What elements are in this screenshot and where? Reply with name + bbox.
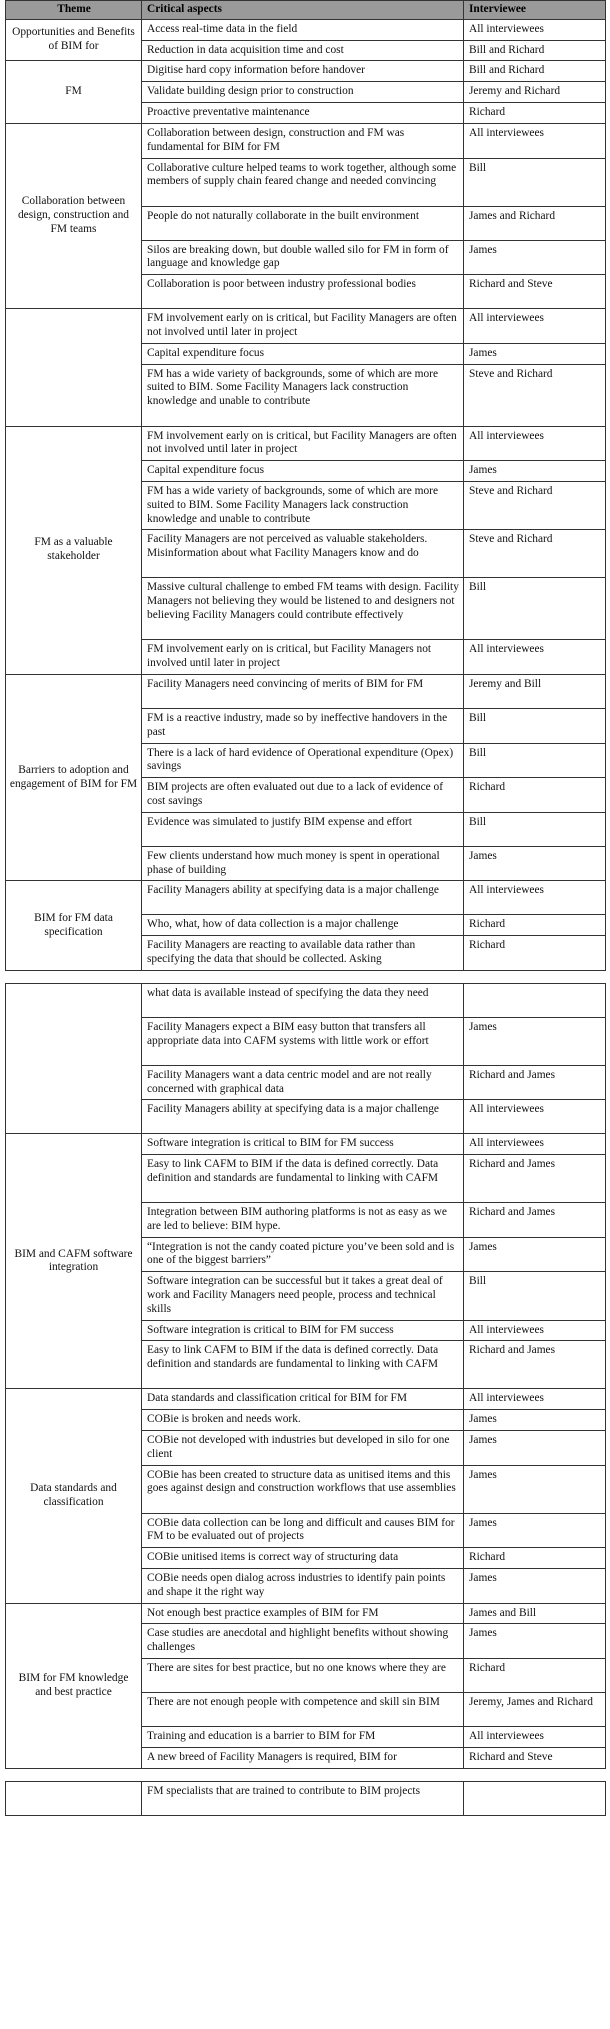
- table-row: [6, 1781, 606, 1815]
- critical-aspect-cell: what data is available instead of specifying the data they need: [142, 983, 464, 1017]
- header-interviewee: Interviewee: [464, 1, 606, 20]
- theme-cell: BIM and CAFM software integration: [6, 1134, 142, 1389]
- critical-aspect-cell: COBie unitised items is correct way of structuring data: [142, 1548, 464, 1569]
- interviewee-cell: Richard and Steve: [464, 275, 606, 309]
- critical-aspect-cell: Facility Managers need convincing of merits of BIM for FM: [142, 674, 464, 708]
- critical-aspect-cell: Facility Managers expect a BIM easy button that transfers all appropriate data into CAFM systems with little work or effort: [142, 1017, 464, 1065]
- critical-aspect-cell: Software integration can be successful but it takes a great deal of work and Facility Managers need people, process and technical skills: [142, 1272, 464, 1320]
- interviewee-cell: All interviewees: [464, 640, 606, 675]
- critical-aspect-cell: FM involvement early on is critical, but Facility Managers are often not involved until later in project: [142, 309, 464, 344]
- interviewee-cell: All interviewees: [464, 1389, 606, 1410]
- interviewee-cell: All interviewees: [464, 1100, 606, 1134]
- critical-aspect-cell: Facility Managers are not perceived as valuable stakeholders. Misinformation about what Facility Managers know and do: [142, 530, 464, 578]
- table-row: [6, 1603, 606, 1624]
- interviewee-cell: Bill: [464, 578, 606, 640]
- interviewee-cell: James: [464, 461, 606, 482]
- table-row: [6, 61, 606, 82]
- critical-aspect-cell: COBie is broken and needs work.: [142, 1410, 464, 1431]
- theme-cell: Opportunities and Benefits of BIM for: [6, 19, 142, 61]
- critical-aspect-cell: Data standards and classification critical for BIM for FM: [142, 1389, 464, 1410]
- interviewee-cell: Bill: [464, 812, 606, 846]
- theme-cell: FM: [6, 61, 142, 124]
- critical-aspect-cell: Digitise hard copy information before handover: [142, 61, 464, 82]
- interviewee-cell: All interviewees: [464, 123, 606, 158]
- interviewee-cell: Richard: [464, 1659, 606, 1693]
- critical-aspect-cell: BIM projects are often evaluated out due to a lack of evidence of cost savings: [142, 778, 464, 813]
- interviewee-cell: Bill: [464, 708, 606, 743]
- critical-aspects-table-continued-2: [5, 1781, 606, 1816]
- interviewee-cell: All interviewees: [464, 1727, 606, 1748]
- interviewee-cell: Richard and James: [464, 1155, 606, 1203]
- interviewee-cell: Bill and Richard: [464, 61, 606, 82]
- interviewee-cell: Richard: [464, 1548, 606, 1569]
- critical-aspects-table: [5, 0, 606, 971]
- interviewee-cell: James: [464, 1624, 606, 1659]
- interviewee-cell: James: [464, 1017, 606, 1065]
- critical-aspect-cell: Validate building design prior to construction: [142, 82, 464, 103]
- interviewee-cell: James: [464, 1569, 606, 1604]
- interviewee-cell: James and Bill: [464, 1603, 606, 1624]
- critical-aspect-cell: There are not enough people with competence and skill sin BIM: [142, 1693, 464, 1727]
- interviewee-cell: Steve and Richard: [464, 530, 606, 578]
- critical-aspect-cell: Facility Managers want a data centric model and are not really concerned with graphical data: [142, 1065, 464, 1100]
- critical-aspect-cell: Massive cultural challenge to embed FM teams with design. Facility Managers not believing they would be listened to and designers not believing Facility Managers could contribute effectively: [142, 578, 464, 640]
- critical-aspect-cell: “Integration is not the candy coated picture you’ve been sold and is one of the biggest barriers”: [142, 1237, 464, 1272]
- table-row: [6, 674, 606, 708]
- critical-aspect-cell: FM involvement early on is critical, but Facility Managers not involved until later in project: [142, 640, 464, 675]
- interviewee-cell: James: [464, 240, 606, 275]
- table-row: [6, 1389, 606, 1410]
- table-row: [6, 123, 606, 158]
- interviewee-cell: All interviewees: [464, 426, 606, 461]
- interviewee-cell: All interviewees: [464, 19, 606, 40]
- critical-aspect-cell: Software integration is critical to BIM for FM success: [142, 1134, 464, 1155]
- theme-cell: BIM for FM knowledge and best practice: [6, 1603, 142, 1768]
- interviewee-cell: Richard: [464, 778, 606, 813]
- page-gap: [5, 1769, 605, 1781]
- interviewee-cell: Steve and Richard: [464, 364, 606, 426]
- critical-aspect-cell: COBie not developed with industries but developed in silo for one client: [142, 1431, 464, 1466]
- theme-cell: FM as a valuable stakeholder: [6, 426, 142, 674]
- header-critical-aspects: Critical aspects: [142, 1, 464, 20]
- interviewee-cell: [464, 983, 606, 1017]
- interviewee-cell: James: [464, 1410, 606, 1431]
- critical-aspect-cell: Collaborative culture helped teams to work together, although some members of supply chain feared change and needed convincing: [142, 158, 464, 206]
- interviewee-cell: James and Richard: [464, 206, 606, 240]
- critical-aspect-cell: FM is a reactive industry, made so by ineffective handovers in the past: [142, 708, 464, 743]
- critical-aspect-cell: COBie needs open dialog across industries to identify pain points and shape it the right way: [142, 1569, 464, 1604]
- interviewee-cell: Bill and Richard: [464, 40, 606, 61]
- theme-cell: Collaboration between design, construction and FM teams: [6, 123, 142, 308]
- table-row: [6, 19, 606, 40]
- critical-aspects-table-continued: [5, 983, 606, 1769]
- critical-aspect-cell: Facility Managers ability at specifying data is a major challenge: [142, 881, 464, 915]
- interviewee-cell: All interviewees: [464, 1134, 606, 1155]
- interviewee-cell: Richard and James: [464, 1341, 606, 1389]
- interviewee-cell: James: [464, 1237, 606, 1272]
- interviewee-cell: Richard and James: [464, 1065, 606, 1100]
- critical-aspect-cell: Silos are breaking down, but double walled silo for FM in form of language and knowledge gap: [142, 240, 464, 275]
- theme-cell: [6, 983, 142, 1134]
- interviewee-cell: Jeremy, James and Richard: [464, 1693, 606, 1727]
- critical-aspect-cell: Access real-time data in the field: [142, 19, 464, 40]
- critical-aspect-cell: Easy to link CAFM to BIM if the data is defined correctly. Data definition and standards are fundamental to linking with CAFM: [142, 1155, 464, 1203]
- interviewee-cell: All interviewees: [464, 881, 606, 915]
- critical-aspect-cell: Training and education is a barrier to BIM for FM: [142, 1727, 464, 1748]
- critical-aspect-cell: Case studies are anecdotal and highlight benefits without showing challenges: [142, 1624, 464, 1659]
- interviewee-cell: Bill: [464, 1272, 606, 1320]
- critical-aspect-cell: Facility Managers ability at specifying data is a major challenge: [142, 1100, 464, 1134]
- table-row: [6, 881, 606, 915]
- critical-aspect-cell: Integration between BIM authoring platforms is not as easy as we are led to believe: BIM hype.: [142, 1203, 464, 1238]
- interviewee-cell: James: [464, 1431, 606, 1466]
- interviewee-cell: All interviewees: [464, 309, 606, 344]
- interviewee-cell: James: [464, 1465, 606, 1513]
- theme-cell: BIM for FM data specification: [6, 881, 142, 970]
- critical-aspect-cell: COBie has been created to structure data as unitised items and this goes against design and construction workflows that use assemblies: [142, 1465, 464, 1513]
- interviewee-cell: Bill: [464, 743, 606, 778]
- theme-cell: [6, 309, 142, 426]
- critical-aspect-cell: Reduction in data acquisition time and cost: [142, 40, 464, 61]
- interviewee-cell: Richard: [464, 936, 606, 971]
- document-page: [5, 0, 605, 1816]
- interviewee-cell: Richard and James: [464, 1203, 606, 1238]
- critical-aspect-cell: Proactive preventative maintenance: [142, 102, 464, 123]
- critical-aspect-cell: Not enough best practice examples of BIM for FM: [142, 1603, 464, 1624]
- critical-aspect-cell: Easy to link CAFM to BIM if the data is defined correctly. Data definition and standards are fundamental to linking with CAFM: [142, 1341, 464, 1389]
- critical-aspect-cell: Facility Managers are reacting to available data rather than specifying the data that should be collected. Asking: [142, 936, 464, 971]
- critical-aspect-cell: FM has a wide variety of backgrounds, some of which are more suited to BIM. Some Facility Managers lack construction knowledge and unable to contribute: [142, 364, 464, 426]
- interviewee-cell: [464, 1781, 606, 1815]
- interviewee-cell: Richard: [464, 102, 606, 123]
- critical-aspect-cell: Few clients understand how much money is spent in operational phase of building: [142, 846, 464, 881]
- critical-aspect-cell: A new breed of Facility Managers is required, BIM for: [142, 1747, 464, 1768]
- critical-aspect-cell: Collaboration is poor between industry professional bodies: [142, 275, 464, 309]
- critical-aspect-cell: Software integration is critical to BIM for FM success: [142, 1320, 464, 1341]
- interviewee-cell: Jeremy and Richard: [464, 82, 606, 103]
- table-row: [6, 309, 606, 344]
- critical-aspect-cell: Capital expenditure focus: [142, 343, 464, 364]
- critical-aspect-cell: There are sites for best practice, but no one knows where they are: [142, 1659, 464, 1693]
- interviewee-cell: James: [464, 846, 606, 881]
- interviewee-cell: James: [464, 1513, 606, 1548]
- critical-aspect-cell: Who, what, how of data collection is a major challenge: [142, 915, 464, 936]
- table-row: [6, 426, 606, 461]
- interviewee-cell: Bill: [464, 158, 606, 206]
- theme-cell: Data standards and classification: [6, 1389, 142, 1603]
- interviewee-cell: All interviewees: [464, 1320, 606, 1341]
- interviewee-cell: James: [464, 343, 606, 364]
- page-gap: [5, 971, 605, 983]
- critical-aspect-cell: FM has a wide variety of backgrounds, some of which are more suited to BIM. Some Facility Managers lack construction knowledge and unable to contribute: [142, 481, 464, 529]
- interviewee-cell: Jeremy and Bill: [464, 674, 606, 708]
- critical-aspect-cell: COBie data collection can be long and difficult and causes BIM for FM to be evaluated out of projects: [142, 1513, 464, 1548]
- critical-aspect-cell: FM specialists that are trained to contribute to BIM projects: [142, 1781, 464, 1815]
- critical-aspect-cell: Collaboration between design, construction and FM was fundamental for BIM for FM: [142, 123, 464, 158]
- theme-cell: Barriers to adoption and engagement of BIM for FM: [6, 674, 142, 880]
- critical-aspect-cell: Evidence was simulated to justify BIM expense and effort: [142, 812, 464, 846]
- critical-aspect-cell: FM involvement early on is critical, but Facility Managers are often not involved until later in project: [142, 426, 464, 461]
- critical-aspect-cell: There is a lack of hard evidence of Operational expenditure (Opex) savings: [142, 743, 464, 778]
- critical-aspect-cell: Capital expenditure focus: [142, 461, 464, 482]
- header-theme: Theme: [6, 1, 142, 20]
- theme-cell: [6, 1781, 142, 1815]
- interviewee-cell: Richard: [464, 915, 606, 936]
- table-row: [6, 1134, 606, 1155]
- table-header-row: [6, 1, 606, 20]
- interviewee-cell: Richard and Steve: [464, 1747, 606, 1768]
- table-row: [6, 983, 606, 1017]
- critical-aspect-cell: People do not naturally collaborate in the built environment: [142, 206, 464, 240]
- interviewee-cell: Steve and Richard: [464, 481, 606, 529]
